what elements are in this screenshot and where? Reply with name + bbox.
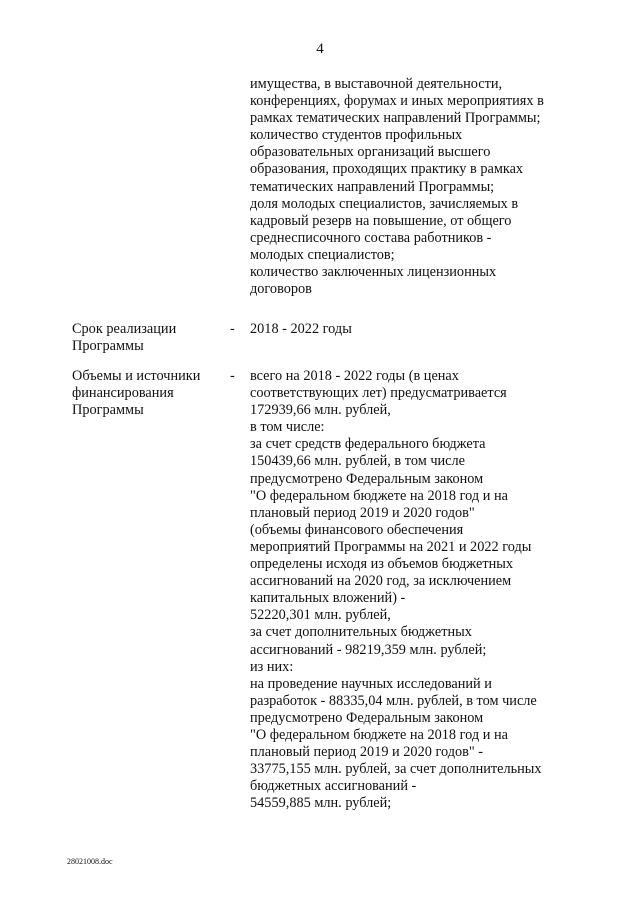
text-line: количество студентов профильных — [250, 127, 463, 144]
text-line: кадровый резерв на повышение, от общего — [250, 212, 512, 229]
value-line: за счет дополнительных бюджетных — [250, 624, 472, 641]
value-line: определены исходя из объемов бюджетных — [250, 556, 513, 573]
value-line: капитальных вложений) - — [250, 590, 406, 607]
funding-dash: - — [230, 368, 235, 384]
term-label — [72, 321, 222, 355]
text-line: доля молодых специалистов, зачисляемых в — [250, 195, 519, 212]
value-line: ассигнований - 98219,359 млн. рублей; — [250, 641, 487, 658]
value-line: из них: — [250, 658, 294, 675]
value-line: 33775,155 млн. рублей, за счет дополнительных — [250, 761, 542, 778]
funding-label — [72, 368, 222, 419]
value-line: за счет средств федерального бюджета — [250, 436, 486, 453]
text-line: молодых специалистов; — [250, 246, 395, 263]
text-line: среднесписочного состава работников - — [250, 229, 492, 246]
footer-file-code: 28021008.doc — [67, 857, 113, 866]
value-line: (объемы финансового обеспечения — [250, 521, 464, 538]
value-line: 54559,885 млн. рублей; — [250, 795, 392, 812]
text-line: количество заключенных лицензионных — [250, 264, 497, 281]
page-number: 4 — [316, 41, 324, 57]
term-dash: - — [230, 321, 235, 337]
text-line: имущества, в выставочной деятельности, — [250, 76, 503, 92]
label-line: Программы — [72, 338, 144, 355]
term-value — [250, 321, 580, 338]
label-line: Программы — [72, 402, 144, 419]
text-line: конференциях, форумах и иных мероприятиях в — [250, 93, 544, 110]
value-line: бюджетных ассигнований - — [250, 778, 417, 795]
value-line: плановый период 2019 и 2020 годов" — [250, 504, 475, 521]
value-line: "О федеральном бюджете на 2018 год и на — [250, 726, 508, 743]
text-line: образовательных организаций высшего — [250, 144, 491, 161]
value-line: соответствующих лет) предусматривается — [250, 385, 507, 402]
text-line: рамках тематических направлений Программы; — [250, 110, 541, 127]
label-line: Объемы и источники — [72, 368, 201, 384]
text-line: тематических направлений Программы; — [250, 178, 495, 195]
value-line: 52220,301 млн. рублей, — [250, 607, 391, 624]
label-line: Срок реализации — [72, 321, 177, 337]
value-line: 2018 - 2022 годы — [250, 321, 352, 337]
label-line: финансирования — [72, 385, 174, 402]
value-line: 172939,66 млн. рублей, — [250, 402, 391, 419]
value-line: всего на 2018 - 2022 годы (в ценах — [250, 368, 459, 384]
value-line: в том числе: — [250, 419, 325, 436]
value-line: разработок - 88335,04 млн. рублей, в том числе — [250, 692, 537, 709]
value-line: "О федеральном бюджете на 2018 год и на — [250, 487, 508, 504]
text-line: образования, проходящих практику в рамках — [250, 161, 524, 178]
value-line: предусмотрено Федеральным законом — [250, 709, 484, 726]
funding-value — [250, 368, 580, 812]
value-line: на проведение научных исследований и — [250, 675, 492, 692]
text-line: договоров — [250, 281, 312, 298]
value-line: ассигнований на 2020 год, за исключением — [250, 573, 512, 590]
value-line: предусмотрено Федеральным законом — [250, 470, 484, 487]
value-line: 150439,66 млн. рублей, в том числе — [250, 453, 465, 470]
value-line: мероприятий Программы на 2021 и 2022 годы — [250, 538, 532, 555]
value-line: плановый период 2019 и 2020 годов" - — [250, 744, 484, 761]
indicators-continued-block — [250, 76, 590, 298]
